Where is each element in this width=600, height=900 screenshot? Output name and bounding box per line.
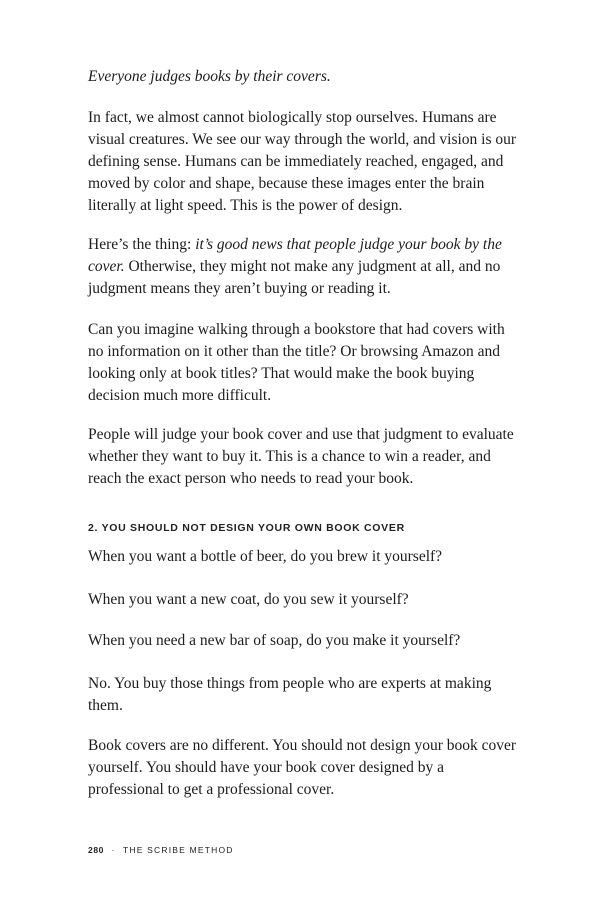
footer-separator: · [111, 845, 116, 855]
paragraph-opening: Everyone judges books by their covers. [88, 68, 331, 85]
paragraph-soap: When you need a new bar of soap, do you make it yourself? [88, 632, 461, 649]
paragraph-coat: When you want a new coat, do you sew it yourself? [88, 591, 409, 608]
paragraph-judgment: People will judge your book cover and use that judgment to evaluate whether they want to buy it. This is a chance to win a reader, and reach the exact person who needs to read your book. [88, 426, 514, 487]
page-number: 280 [88, 845, 104, 855]
page-footer [88, 845, 234, 855]
section-heading: 2. YOU SHOULD NOT DESIGN YOUR OWN BOOK COVER [88, 522, 405, 534]
paragraph-book-covers: Book covers are no different. You should not design your book cover yourself. You should have your book cover designed by a professional to get a professional cover. [88, 737, 517, 798]
paragraph-bookstore: Can you imagine walking through a bookstore that had covers with no information on it other than the title? Or browsing Amazon and looking only at book titles? That would make the book buying decision much more difficult. [88, 321, 505, 404]
paragraph-good-news: Here’s the thing: it’s good news that people judge your book by the cover. Otherwise, they might not make any judgment at all, and no judgment means they aren’t buying or reading it. [88, 236, 502, 297]
paragraph-visual-creatures: In fact, we almost cannot biologically stop ourselves. Humans are visual creatures. We see our way through the world, and vision is our defining sense. Humans can be immediately reached, engaged, and moved by color and shape, because these images enter the brain literally at light speed. This is the power of design. [88, 109, 517, 214]
running-title: THE SCRIBE METHOD [123, 845, 234, 855]
paragraph-beer: When you want a bottle of beer, do you brew it yourself? [88, 548, 443, 565]
paragraph-experts: No. You buy those things from people who are experts at making them. [88, 675, 492, 714]
